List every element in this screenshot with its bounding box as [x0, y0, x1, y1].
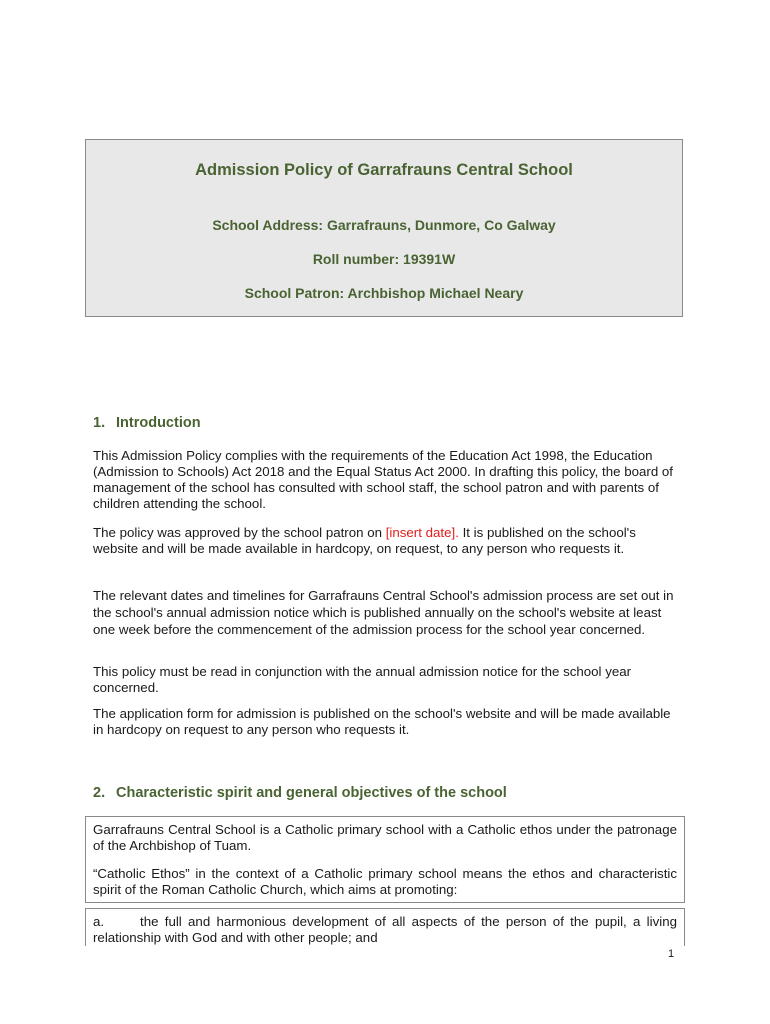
- ethos-paragraph-2: “Catholic Ethos” in the context of a Catholic primary school means the ethos and characteristic spirit of the Roman Catholic Church, which aims at promoting:: [93, 866, 677, 897]
- section-1-heading: [93, 415, 201, 431]
- intro-paragraph-4: This policy must be read in conjunction with the annual admission notice for the school year concerned.: [93, 664, 632, 695]
- roll-number: Roll number: 19391W: [312, 251, 456, 267]
- objective-a-label: a.: [93, 914, 105, 929]
- document-title: Admission Policy of Garrafrauns Central School: [195, 161, 573, 179]
- section-2-title: Characteristic spirit and general objectives of the school: [116, 785, 507, 801]
- header-box: [85, 139, 683, 317]
- ethos-paragraph-1: Garrafrauns Central School is a Catholic primary school with a Catholic ethos under the patronage of the Archbishop of Tuam.: [93, 822, 677, 853]
- section-1-number: 1.: [93, 415, 106, 431]
- intro-paragraph-5: The application form for admission is published on the school's website and will be made available in hardcopy on request to any person who requests it.: [93, 706, 671, 737]
- ethos-box: [85, 816, 685, 903]
- section-2-heading: [93, 785, 507, 801]
- school-address: School Address: Garrafrauns, Dunmore, Co Galway: [212, 217, 556, 233]
- school-patron: School Patron: Archbishop Michael Neary: [244, 285, 524, 301]
- intro-paragraph-2: [93, 525, 683, 557]
- section-1-title: Introduction: [116, 415, 201, 431]
- intro-paragraph-3: The relevant dates and timelines for Garrafrauns Central School's admission process are set out in the school's annual admission notice which is published annually on the school's website at least one week before the commencement of the admission process for the school year concerned.: [93, 588, 674, 637]
- objective-box-a: [85, 908, 685, 946]
- intro-paragraph-1: This Admission Policy complies with the requirements of the Education Act 1998, the Education (Admission to Schools) Act 2018 and the Equal Status Act 2000. In drafting this policy, the board of management of the school has consulted with school staff, the school patron and with parents of children attending the school.: [93, 448, 673, 511]
- intro-p2-text-end: It is published on the school's website and will be made available in hardcopy, on request, to any person who requests it.: [93, 525, 636, 556]
- objective-a-text: the full and harmonious development of all aspects of the person of the pupil, a living relationship with God and with other people; and: [93, 914, 677, 945]
- section-2-number: 2.: [93, 785, 106, 801]
- insert-date-placeholder: [insert date].: [385, 525, 459, 540]
- intro-p2-text-start: The policy was approved by the school patron on: [93, 525, 386, 540]
- page-number: 1: [668, 948, 675, 960]
